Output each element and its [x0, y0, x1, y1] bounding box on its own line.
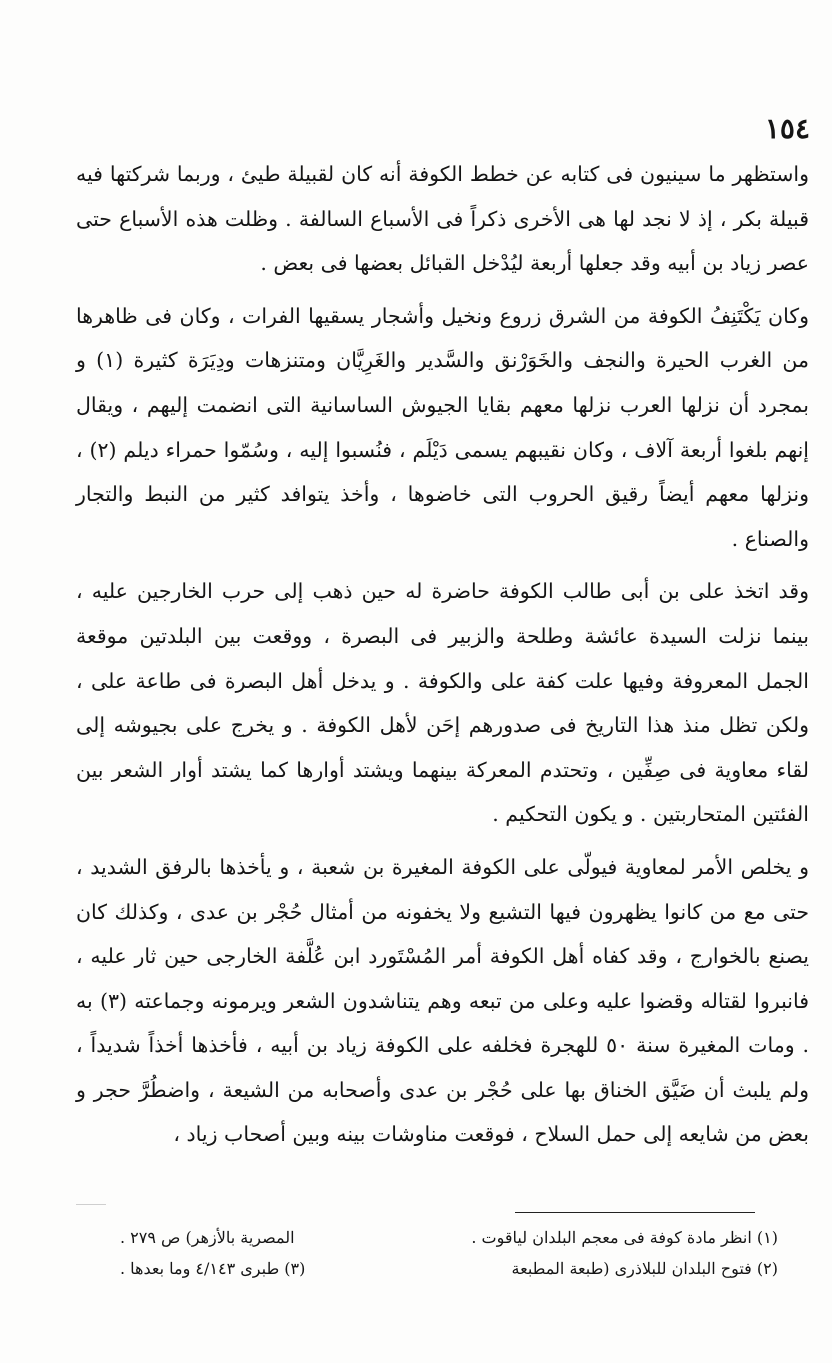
footnote-3: (٣) طبرى ٤/١٤٣ وما بعدها .: [120, 1259, 306, 1278]
footnote-2-continuation: المصرية بالأزهر) ص ٢٧٩ .: [120, 1228, 295, 1247]
footnote-1: (١) انظر مادة كوفة فى معجم البلدان لياقوت .: [471, 1228, 778, 1247]
page-number: ١٥٤: [764, 112, 810, 145]
footnote-row-2: [120, 1253, 778, 1284]
footnote-row-1: [120, 1222, 778, 1253]
body-text: [76, 152, 809, 1157]
paragraph-2: وكان يَكْتَنِفُ الكوفة من الشرق زروع ونخيل وأشجار يسقيها الفرات ، وكان فى ظاهرها من الغرب الحيرة والنجف والخَوَرْنق والسَّدير والغَرِيَّان ومتنزهات ودِيَرَة كثيرة (١) و بمجرد أن نزلها العرب نزلها معهم بقايا الجيوش الساسانية التى انضمت إليهم ، ويقال إنهم بلغوا أربعة آلاف ، وكان نقيبهم يسمى دَيْلَم ، فنُسبوا إليه ، وسُمّوا حمراء ديلم (٢) ، ونزلها معهم أيضاً رقيق الحروب التى خاضوها ، وأخذ يتوافد كثير من النبط والتجار والصناع .: [76, 303, 809, 551]
paragraph-4: و يخلص الأمر لمعاوية فيولّى على الكوفة المغيرة بن شعبة ، و يأخذها بالرفق الشديد ، حتى مع من كانوا يظهرون فيها التشيع ولا يخفونه من أمثال حُجْر بن عدى ، وكذلك كان يصنع بالخوارج ، وقد كفاه أهل الكوفة أمر المُسْتَورد ابن عُلَّفة الخارجى حين ثار عليه ، فانبروا لقتاله وقضوا عليه وعلى من تبعه وهم يتناشدون الشعر ويرمونه وجماعته (٣) به . ومات المغيرة سنة ٥٠ للهجرة فخلفه على الكوفة زياد بن أبيه ، فأخذها أخذاً شديداً ، ولم يلبث أن ضَيَّق الخناق بها على حُجْر بن عدى وأصحابه من الشيعة ، واضطُرَّ حجر و بعض من شايعه إلى حمل السلاح ، فوقعت مناوشات بينه وبين أصحاب زياد ،: [76, 854, 810, 1147]
paragraph-1: واستظهر ما سينيون فى كتابه عن خطط الكوفة أنه كان لقبيلة طيئ ، وربما شركتها فيه قبيلة بكر ، إذ لا نجد لها هى الأخرى ذكراً فى الأسباع السالفة . وظلت هذه الأسباع حتى عصر زياد بن أبيه وقد جعلها أربعة ليُدْخل القبائل بعضها فى بعض .: [76, 162, 809, 276]
footnotes: [120, 1222, 778, 1284]
footnote-2: (٢) فتوح البلدان للبلاذرى (طبعة المطبعة: [511, 1259, 778, 1278]
footnote-divider: [515, 1212, 755, 1213]
paragraph-3: وقد اتخذ على بن أبى طالب الكوفة حاضرة له حين ذهب إلى حرب الخارجين عليه ، بينما نزلت السيدة عائشة وطلحة والزبير فى البصرة ، ووقعت بين البلدتين موقعة الجمل المعروفة وفيها علت كفة على والكوفة . و يدخل أهل البصرة فى طاعة على ، ولكن تظل منذ هذا التاريخ فى صدورهم إحَن لأهل الكوفة . و يخرج على بجيوشه إلى لقاء معاوية فى صِفِّين ، وتحتدم المعركة بينهما ويشتد أوارها كما يشتد أوار الشعر بين الفئتين المتحاربتين . و يكون التحكيم .: [76, 579, 809, 827]
margin-mark: [76, 1204, 106, 1205]
